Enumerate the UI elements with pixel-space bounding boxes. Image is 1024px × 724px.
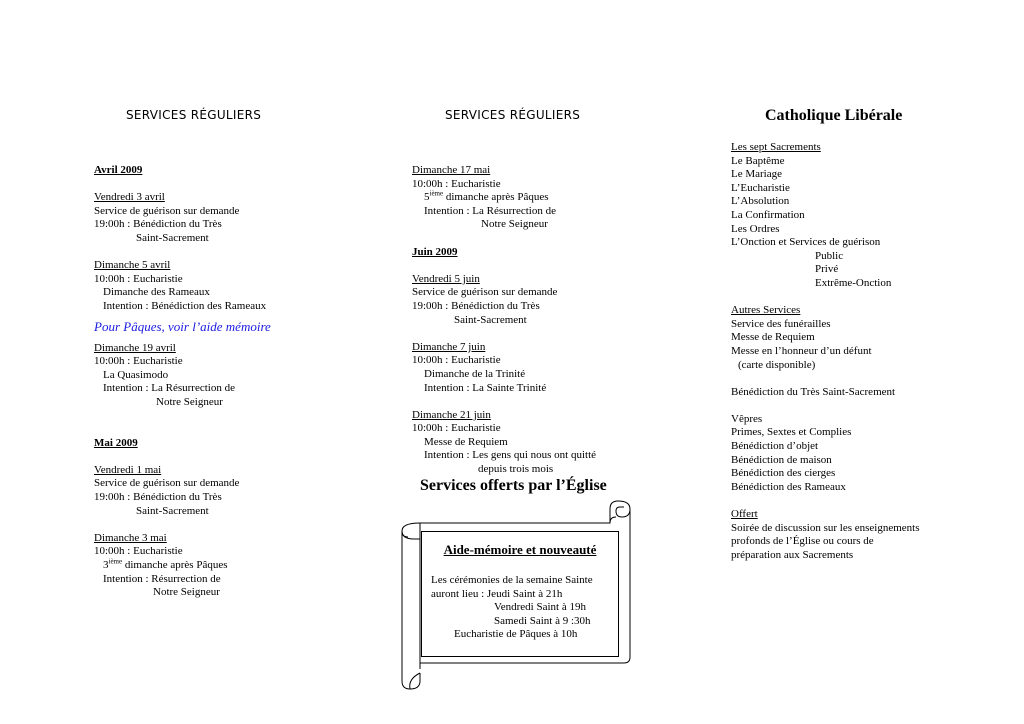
sacrament-item: Le Mariage	[731, 168, 782, 181]
service-item: Messe en l’honneur d’un défunt	[731, 344, 872, 357]
event-line: Intention : La Résurrection de	[424, 204, 556, 217]
sacrament-item: L’Absolution	[731, 195, 790, 208]
event-line: Notre Seigneur	[481, 218, 548, 231]
service-item: Vêpres	[731, 412, 763, 425]
sacrament-item: Le Baptême	[731, 154, 785, 167]
aide-memoire-box	[421, 531, 619, 657]
event-line: 5ième dimanche après Pâques	[424, 189, 549, 204]
col3-services	[731, 141, 991, 562]
event-line: Service de guérison sur demande	[94, 204, 240, 217]
month-heading-may: Mai 2009	[94, 436, 138, 449]
event-date: Dimanche 17 mai	[412, 164, 491, 176]
event-date: Vendredi 3 avril	[94, 191, 165, 204]
event-date: Vendredi 5 juin	[412, 272, 480, 285]
event-line: 10:00h : Eucharistie	[94, 272, 183, 285]
col1-schedule	[94, 164, 324, 600]
event-line: Notre Seigneur	[156, 395, 223, 408]
sacrament-subitem: Public	[815, 249, 844, 262]
col2-heading: SERVICES RÉGULIERS	[445, 108, 581, 122]
event-date: Dimanche 19 avril	[94, 341, 176, 354]
offered-heading: Offert	[731, 508, 758, 521]
service-item: Bénédiction des cierges	[731, 467, 836, 480]
event-line: Intention : Les gens qui nous ont quitté	[424, 449, 597, 462]
aide-line: Les cérémonies de la semaine Sainte	[431, 574, 593, 586]
service-item: Bénédiction des Rameaux	[731, 480, 846, 493]
event-line: 10:00h : Eucharistie	[412, 354, 501, 367]
sacrament-subitem: Privé	[815, 263, 839, 276]
aide-memoire-title: Aide-mémoire et nouveauté	[443, 542, 597, 557]
easter-note: Pour Pâques, voir l’aide mémoire	[94, 318, 271, 334]
aide-line: auront lieu : Jeudi Saint à 21h	[431, 587, 563, 600]
event-line: Saint-Sacrement	[454, 313, 527, 326]
offered-item: préparation aux Sacrements	[731, 548, 854, 561]
sacrament-item: La Confirmation	[731, 208, 805, 221]
event-line: Service de guérison sur demande	[94, 477, 240, 490]
event-line: 19:00h : Bénédiction du Très	[94, 491, 222, 504]
event-line: Intention : Résurrection de	[103, 572, 221, 585]
event-line: 10:00h : Eucharistie	[94, 545, 183, 558]
event-line: Service de guérison sur demande	[412, 286, 558, 299]
services-offered-title: Services offerts par l’Église	[420, 477, 607, 494]
sacrament-item: Les Ordres	[731, 222, 780, 235]
offered-item: profonds de l’Église ou cours de	[731, 535, 874, 548]
event-line: 19:00h : Bénédiction du Très	[94, 218, 222, 231]
service-item: Bénédiction de maison	[731, 453, 832, 466]
event-line: 10:00h : Eucharistie	[94, 355, 183, 368]
sacrament-item: L’Eucharistie	[731, 181, 790, 194]
event-date: Dimanche 21 juin	[412, 408, 491, 421]
event-date: Dimanche 5 avril	[94, 259, 171, 272]
event-line: Intention : La Sainte Trinité	[424, 381, 547, 394]
event-line: Notre Seigneur	[153, 586, 220, 599]
event-date: Vendredi 1 mai	[94, 463, 162, 476]
month-heading-june: Juin 2009	[412, 245, 458, 258]
sacrament-subitem: Extrême-Onction	[815, 276, 892, 289]
aide-line: Vendredi Saint à 19h	[494, 601, 586, 614]
event-line: Saint-Sacrement	[136, 231, 209, 244]
church-title: Catholique Libérale	[765, 107, 903, 124]
service-item: Bénédiction d’objet	[731, 440, 819, 453]
col1-heading: SERVICES RÉGULIERS	[126, 108, 262, 122]
aide-line: Eucharistie de Pâques à 10h	[454, 628, 578, 641]
event-date: Dimanche 7 juin	[412, 340, 486, 353]
service-item: (carte disponible)	[738, 358, 816, 371]
event-line: La Quasimodo	[103, 368, 169, 381]
other-services-heading: Autres Services	[731, 304, 801, 317]
offered-item: Soirée de discussion sur les enseignements	[731, 521, 920, 534]
col2-schedule	[412, 164, 642, 477]
event-line: 10:00h : Eucharistie	[412, 422, 501, 435]
sacrament-item: L’Onction et Services de guérison	[731, 236, 881, 249]
service-item: Service des funérailles	[731, 317, 831, 330]
event-line: Dimanche de la Trinité	[424, 367, 526, 380]
event-line: Saint-Sacrement	[136, 504, 209, 517]
event-line: 10:00h : Eucharistie	[412, 177, 501, 190]
service-item: Messe de Requiem	[731, 331, 815, 344]
event-date: Dimanche 3 mai	[94, 531, 167, 544]
event-line: Intention : Bénédiction des Rameaux	[103, 299, 267, 312]
event-line: 19:00h : Bénédiction du Très	[412, 299, 540, 312]
event-line: depuis trois mois	[478, 463, 554, 476]
event-line: Intention : La Résurrection de	[103, 382, 235, 395]
sacraments-heading: Les sept Sacrements	[731, 141, 821, 153]
event-line: Dimanche des Rameaux	[103, 286, 210, 299]
service-item: Primes, Sextes et Complies	[731, 426, 852, 439]
service-item: Bénédiction du Très Saint-Sacrement	[731, 385, 896, 398]
aide-line: Samedi Saint à 9 :30h	[494, 614, 591, 627]
aide-memoire-body	[431, 574, 593, 642]
event-line: 3ième dimanche après Pâques	[103, 557, 228, 572]
month-heading-april: Avril 2009	[94, 164, 143, 176]
event-line: Messe de Requiem	[424, 435, 508, 448]
